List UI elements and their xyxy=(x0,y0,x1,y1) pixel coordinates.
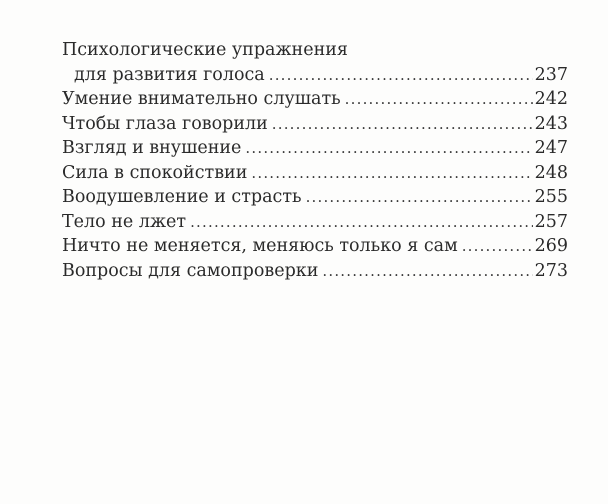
toc-page-number: 273 xyxy=(534,260,568,281)
toc-entry xyxy=(62,112,568,137)
dot-leader xyxy=(269,63,533,88)
toc-entry xyxy=(62,161,568,186)
toc-page-number: 237 xyxy=(534,64,568,85)
table-of-contents xyxy=(62,38,568,283)
toc-page-number: 247 xyxy=(534,138,568,158)
dot-leader xyxy=(190,210,533,235)
toc-entry-title: Ничто не меняется, меняюсь только я сам xyxy=(62,236,458,256)
toc-entry-title-first-line xyxy=(62,38,568,63)
toc-entry-title: Воодушевление и страсть xyxy=(62,187,302,207)
dot-leader xyxy=(345,87,533,112)
toc-entry xyxy=(62,63,568,88)
toc-entry-title: Вопросы для самопроверки xyxy=(62,260,319,281)
toc-page-number: 269 xyxy=(534,236,568,256)
dot-leader xyxy=(322,259,532,284)
toc-entry-title: для развития голоса xyxy=(74,64,265,85)
toc-entry xyxy=(62,185,568,210)
dot-leader xyxy=(306,185,533,210)
toc-page-number: 255 xyxy=(534,187,568,207)
toc-entry-title: Взгляд и внушение xyxy=(62,138,242,158)
toc-entry-title: Психологические упражнения xyxy=(62,40,348,60)
toc-entry xyxy=(62,259,568,284)
toc-entry xyxy=(62,136,568,161)
dot-leader xyxy=(251,161,532,186)
dot-leader xyxy=(245,136,532,161)
toc-entry-title: Чтобы глаза говорили xyxy=(62,113,268,134)
toc-entry-title: Умение внимательно слушать xyxy=(62,89,341,109)
toc-page-number: 248 xyxy=(534,162,568,183)
toc-page-number: 242 xyxy=(534,89,568,109)
dot-leader xyxy=(462,234,533,259)
toc-entry-title: Сила в спокойствии xyxy=(62,162,248,183)
toc-entry-title: Тело не лжет xyxy=(62,211,187,232)
toc-entry xyxy=(62,87,568,112)
toc-page-number: 257 xyxy=(534,211,568,232)
dot-leader xyxy=(272,112,533,137)
toc-page-number: 243 xyxy=(534,113,568,134)
toc-entry xyxy=(62,210,568,235)
toc-entry xyxy=(62,234,568,259)
